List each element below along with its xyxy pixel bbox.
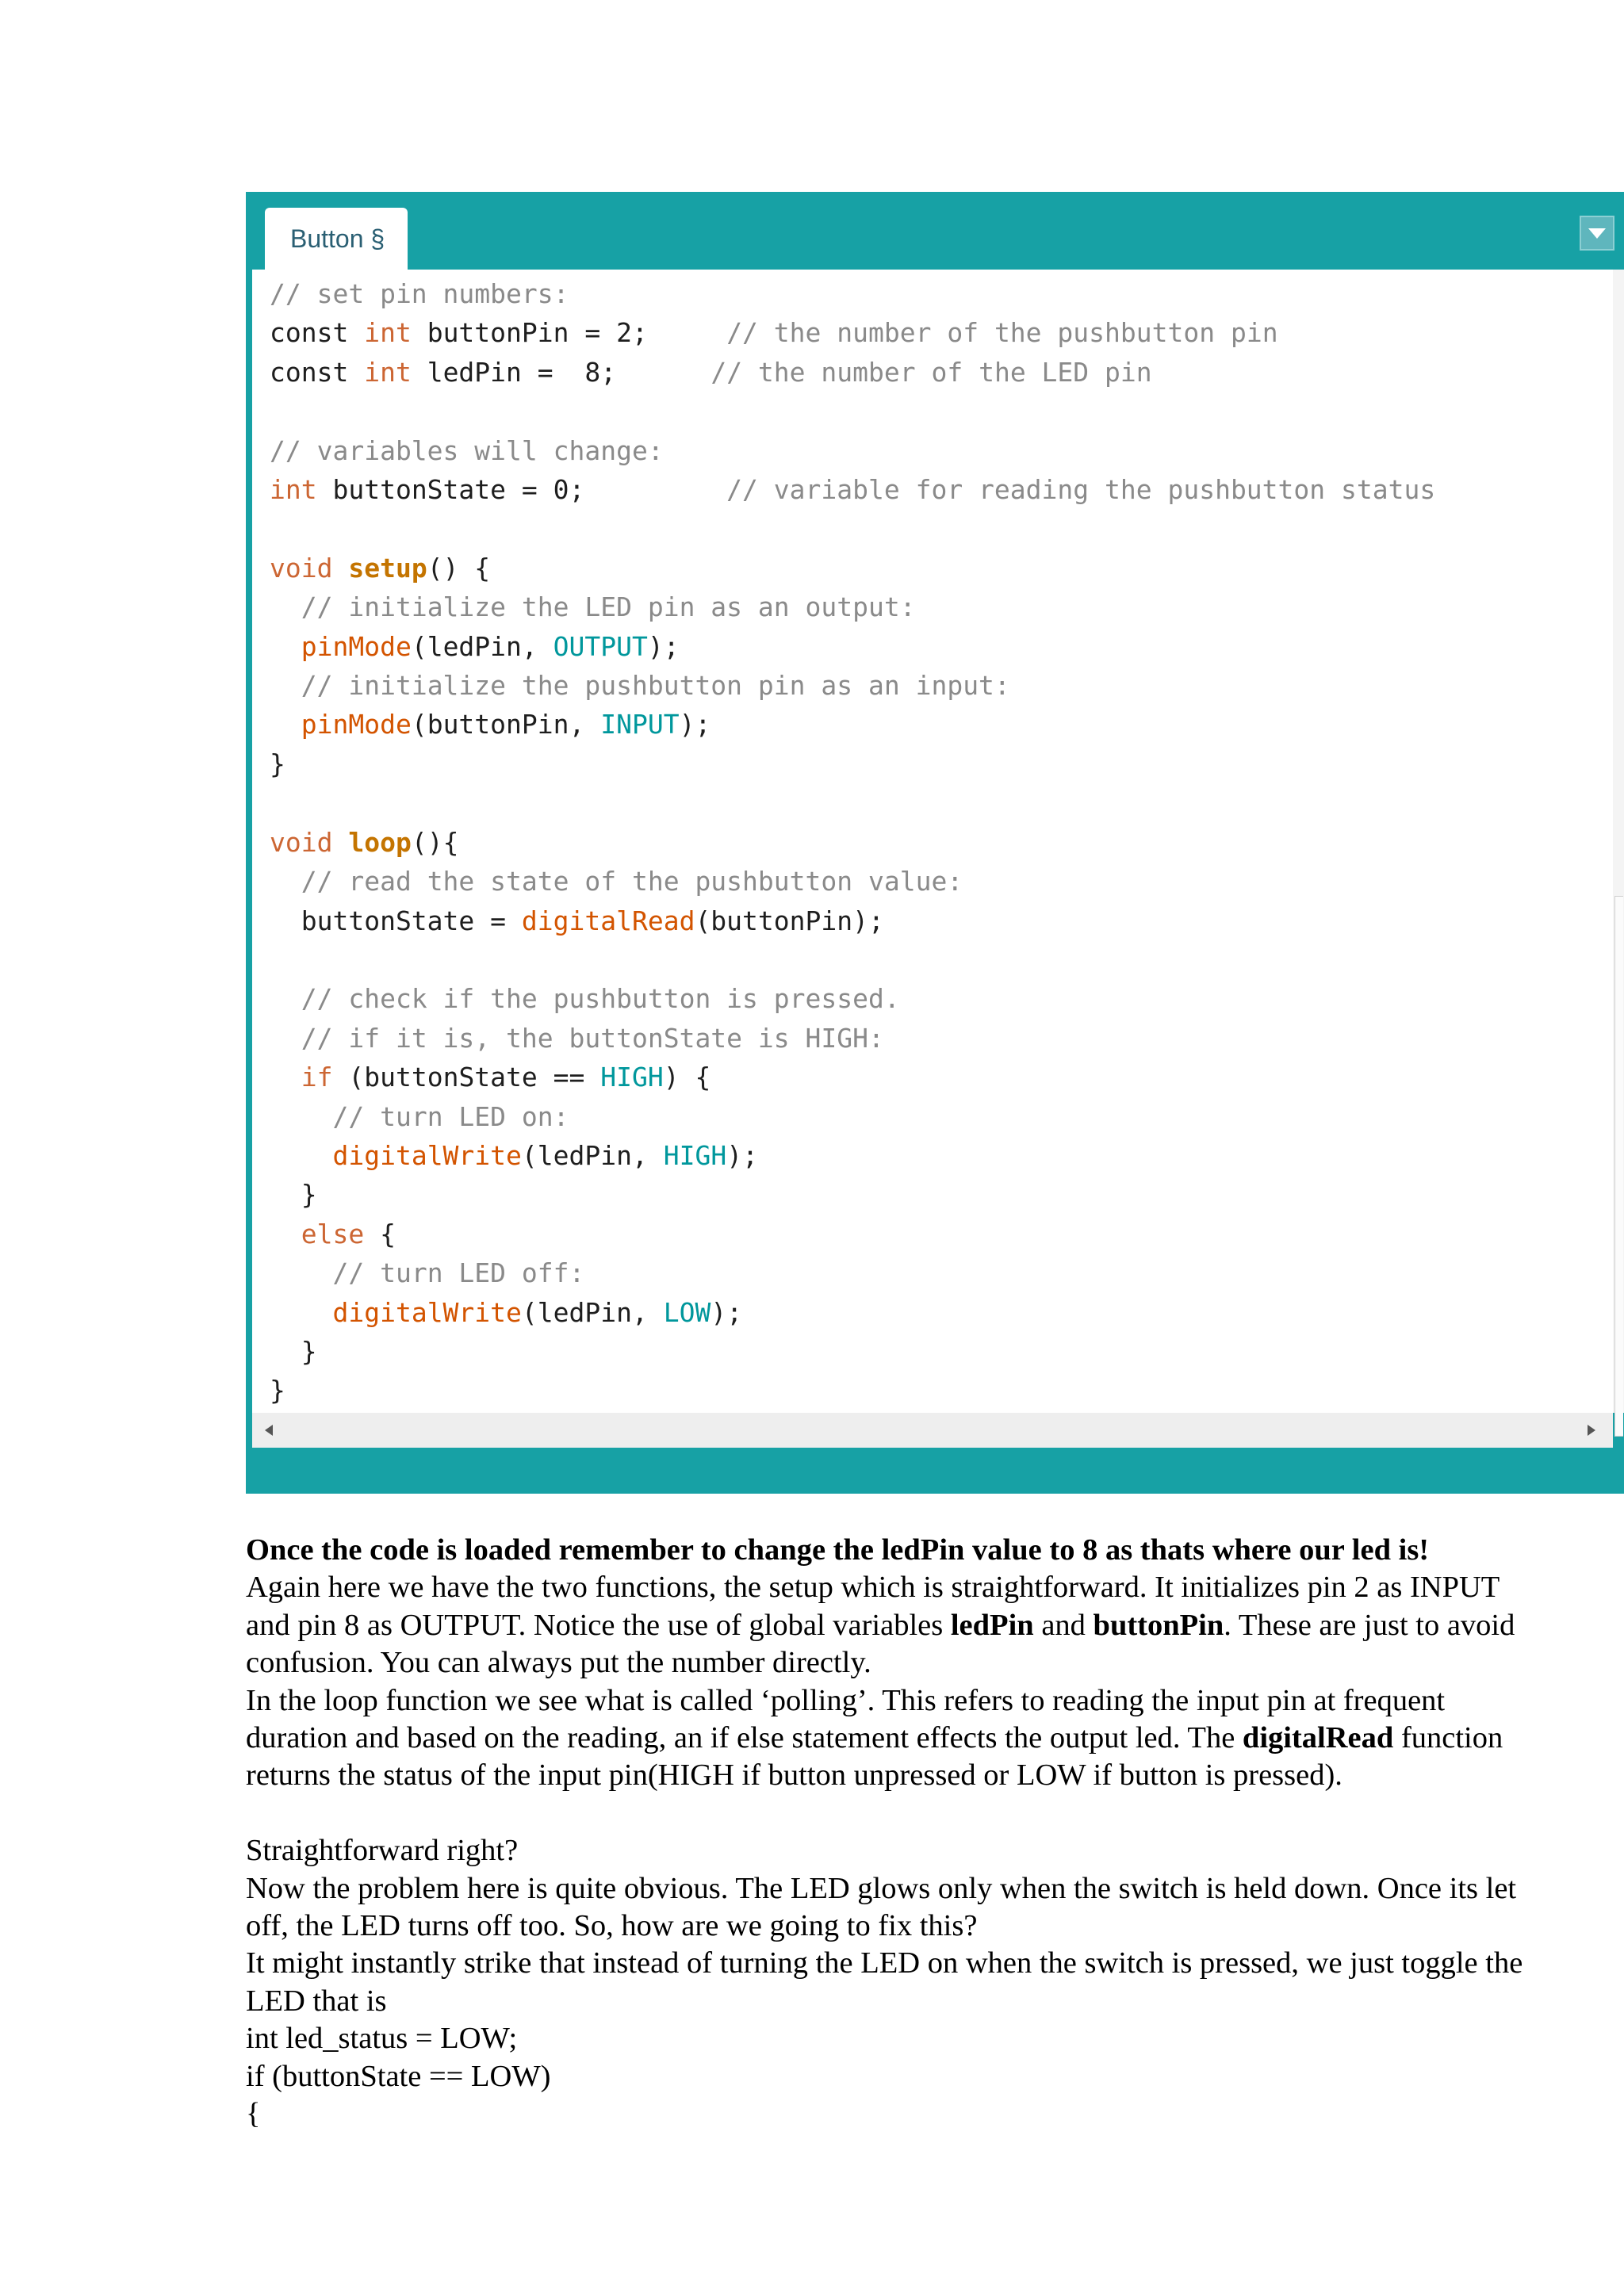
code-line [270, 317, 1278, 348]
code-token: ) { [663, 1062, 711, 1093]
code-token: int [364, 356, 412, 388]
chevron-down-icon [1588, 228, 1606, 239]
code-token: } [270, 748, 285, 779]
text-run: In the loop function we see what is called ‘polling’. This refers to reading the input pin at frequent duration and based on the reading, an if else statement effects the output led. The [246, 1683, 1446, 1755]
code-token: const [270, 356, 365, 388]
paragraph-problem [246, 1832, 1530, 2133]
code-token: // the number of the pushbutton pin [726, 317, 1278, 349]
code-token: else [301, 1218, 365, 1249]
code-token: // turn LED off: [332, 1257, 585, 1289]
code-line [270, 866, 963, 897]
code-token [270, 1062, 301, 1093]
code-token: // variable for reading the pushbutton status [726, 474, 1436, 506]
code-line [270, 1336, 317, 1367]
code-token: // read the state of the pushbutton value: [301, 866, 963, 897]
text-run: Now the problem here is quite obvious. The LED glows only when the switch is held down. Once its let off, the LED turns off too. So, how are we going to fix this? [246, 1871, 1517, 1943]
code-line [270, 474, 1435, 505]
code-token: int [364, 317, 412, 349]
code-line [270, 670, 1010, 701]
editor-tab-strip [246, 192, 1624, 270]
code-line [270, 983, 900, 1014]
code-token [270, 1257, 332, 1288]
code-token [270, 866, 301, 897]
source-code [270, 274, 1435, 1410]
code-token: (buttonPin); [695, 905, 884, 936]
code-token: if [301, 1062, 333, 1093]
code-token: // set pin numbers: [270, 278, 569, 309]
code-area[interactable] [252, 270, 1613, 1413]
code-token: void [270, 826, 333, 858]
code-line [270, 1219, 396, 1249]
paragraph-explanation [246, 1532, 1530, 1795]
code-token: digitalWrite [332, 1139, 522, 1171]
code-token [270, 1297, 332, 1328]
code-token: } [270, 1179, 317, 1211]
code-token: // if it is, the buttonState is HIGH: [301, 1022, 884, 1054]
scroll-left-arrow-icon[interactable] [265, 1425, 273, 1436]
code-line [270, 905, 884, 936]
code-line [270, 748, 285, 779]
code-token: (buttonPin, [411, 709, 601, 740]
code-token: pinMode [301, 709, 412, 740]
code-line [270, 827, 458, 858]
code-token: OUTPUT [553, 630, 648, 662]
editor-status-bar [246, 1448, 1624, 1494]
tab-menu-dropdown-button[interactable] [1580, 216, 1614, 251]
code-token [270, 631, 301, 662]
code-token: (ledPin, [521, 1296, 664, 1328]
code-line [270, 1375, 285, 1406]
code-token: const [270, 317, 365, 349]
code-token: LOW [663, 1296, 711, 1328]
code-token [270, 1219, 301, 1249]
code-token: digitalWrite [332, 1296, 522, 1328]
text-run: function returns the status of the input pin(HIGH if button unpressed or LOW if button is pressed). [246, 1721, 1503, 1793]
code-token [270, 670, 301, 701]
code-token: } [270, 1375, 285, 1406]
body-text [246, 1532, 1530, 2133]
code-token: ); [679, 709, 711, 740]
code-token: ); [726, 1139, 758, 1171]
scroll-right-arrow-icon[interactable] [1588, 1425, 1595, 1436]
code-token: (){ [411, 826, 459, 858]
code-token: HIGH [663, 1139, 727, 1171]
code-token: int [270, 474, 317, 506]
code-token: // initialize the pushbutton pin as an input: [301, 670, 1010, 702]
bold-text: Once the code is loaded remember to change the ledPin value to 8 as thats where our led is! [246, 1533, 1430, 1567]
code-token: // initialize the LED pin as an output: [301, 591, 916, 623]
code-token [270, 1140, 332, 1171]
code-token: (ledPin, [411, 630, 553, 662]
code-token [270, 1101, 332, 1132]
code-token: // check if the pushbutton is pressed. [301, 983, 900, 1015]
code-token: ); [647, 630, 680, 662]
code-token: pinMode [301, 630, 412, 662]
code-token: HIGH [600, 1062, 664, 1093]
code-line [270, 278, 569, 309]
code-token [270, 983, 301, 1014]
text-run: int led_status = LOW; [246, 2022, 518, 2056]
vertical-scrollbar-thumb[interactable] [1614, 896, 1623, 1437]
code-line [270, 709, 710, 740]
code-token: ledPin = 8; [411, 356, 711, 388]
horizontal-scrollbar[interactable] [252, 1413, 1613, 1448]
code-token: buttonPin = 2; [411, 317, 727, 349]
code-token: { [364, 1218, 396, 1249]
code-token: ); [710, 1296, 743, 1328]
bold-text: buttonPin [1093, 1608, 1224, 1642]
bold-text: digitalRead [1242, 1721, 1394, 1755]
code-token: () { [427, 552, 491, 584]
code-line [270, 1101, 569, 1132]
code-token: // variables will change: [270, 434, 664, 466]
code-token [332, 553, 348, 584]
code-token: INPUT [600, 709, 680, 740]
code-token: (ledPin, [521, 1139, 664, 1171]
code-token [332, 827, 348, 858]
text-run: and [1033, 1608, 1094, 1642]
code-token: buttonState = [270, 905, 522, 936]
code-token [270, 709, 301, 740]
code-editor-screenshot [246, 192, 1624, 1494]
code-token: // turn LED on: [332, 1100, 569, 1132]
code-token: digitalRead [521, 905, 695, 936]
code-line [270, 1062, 710, 1093]
code-token: buttonState = 0; [316, 474, 727, 506]
code-line [270, 357, 1152, 388]
text-run: It might instantly strike that instead of turning the LED on when the switch is pressed, we just toggle the LED that is [246, 1946, 1523, 2018]
text-run: if (buttonState == LOW) [246, 2059, 551, 2093]
code-line [270, 1257, 584, 1288]
code-line [270, 1297, 742, 1328]
text-run: { [246, 2097, 261, 2131]
code-token: setup [348, 552, 427, 584]
vertical-scrollbar[interactable] [1613, 270, 1624, 1413]
bold-text: ledPin [950, 1608, 1034, 1642]
code-token: loop [348, 826, 412, 858]
code-token [270, 591, 301, 622]
code-line [270, 1179, 317, 1210]
code-line [270, 435, 664, 466]
text-run: Straightforward right? [246, 1834, 519, 1868]
code-token: } [270, 1335, 317, 1367]
code-line [270, 591, 916, 622]
text-run: Again here we have the two functions, the setup which is straightforward. It initializes pin 2 as INPUT and pin 8 as OUTPUT. Notice the use of global variables [246, 1571, 1500, 1642]
code-token [270, 1023, 301, 1054]
code-token: (buttonState == [332, 1062, 601, 1093]
text-run: . These are just to avoid confusion. You can always put the number directly. [246, 1608, 1515, 1680]
code-token: void [270, 552, 333, 584]
tab-button-sketch[interactable]: Button § [265, 208, 408, 270]
code-line [270, 631, 680, 662]
code-token: // the number of the LED pin [710, 356, 1152, 388]
code-line [270, 1023, 884, 1054]
code-line [270, 553, 490, 584]
code-line [270, 1140, 758, 1171]
